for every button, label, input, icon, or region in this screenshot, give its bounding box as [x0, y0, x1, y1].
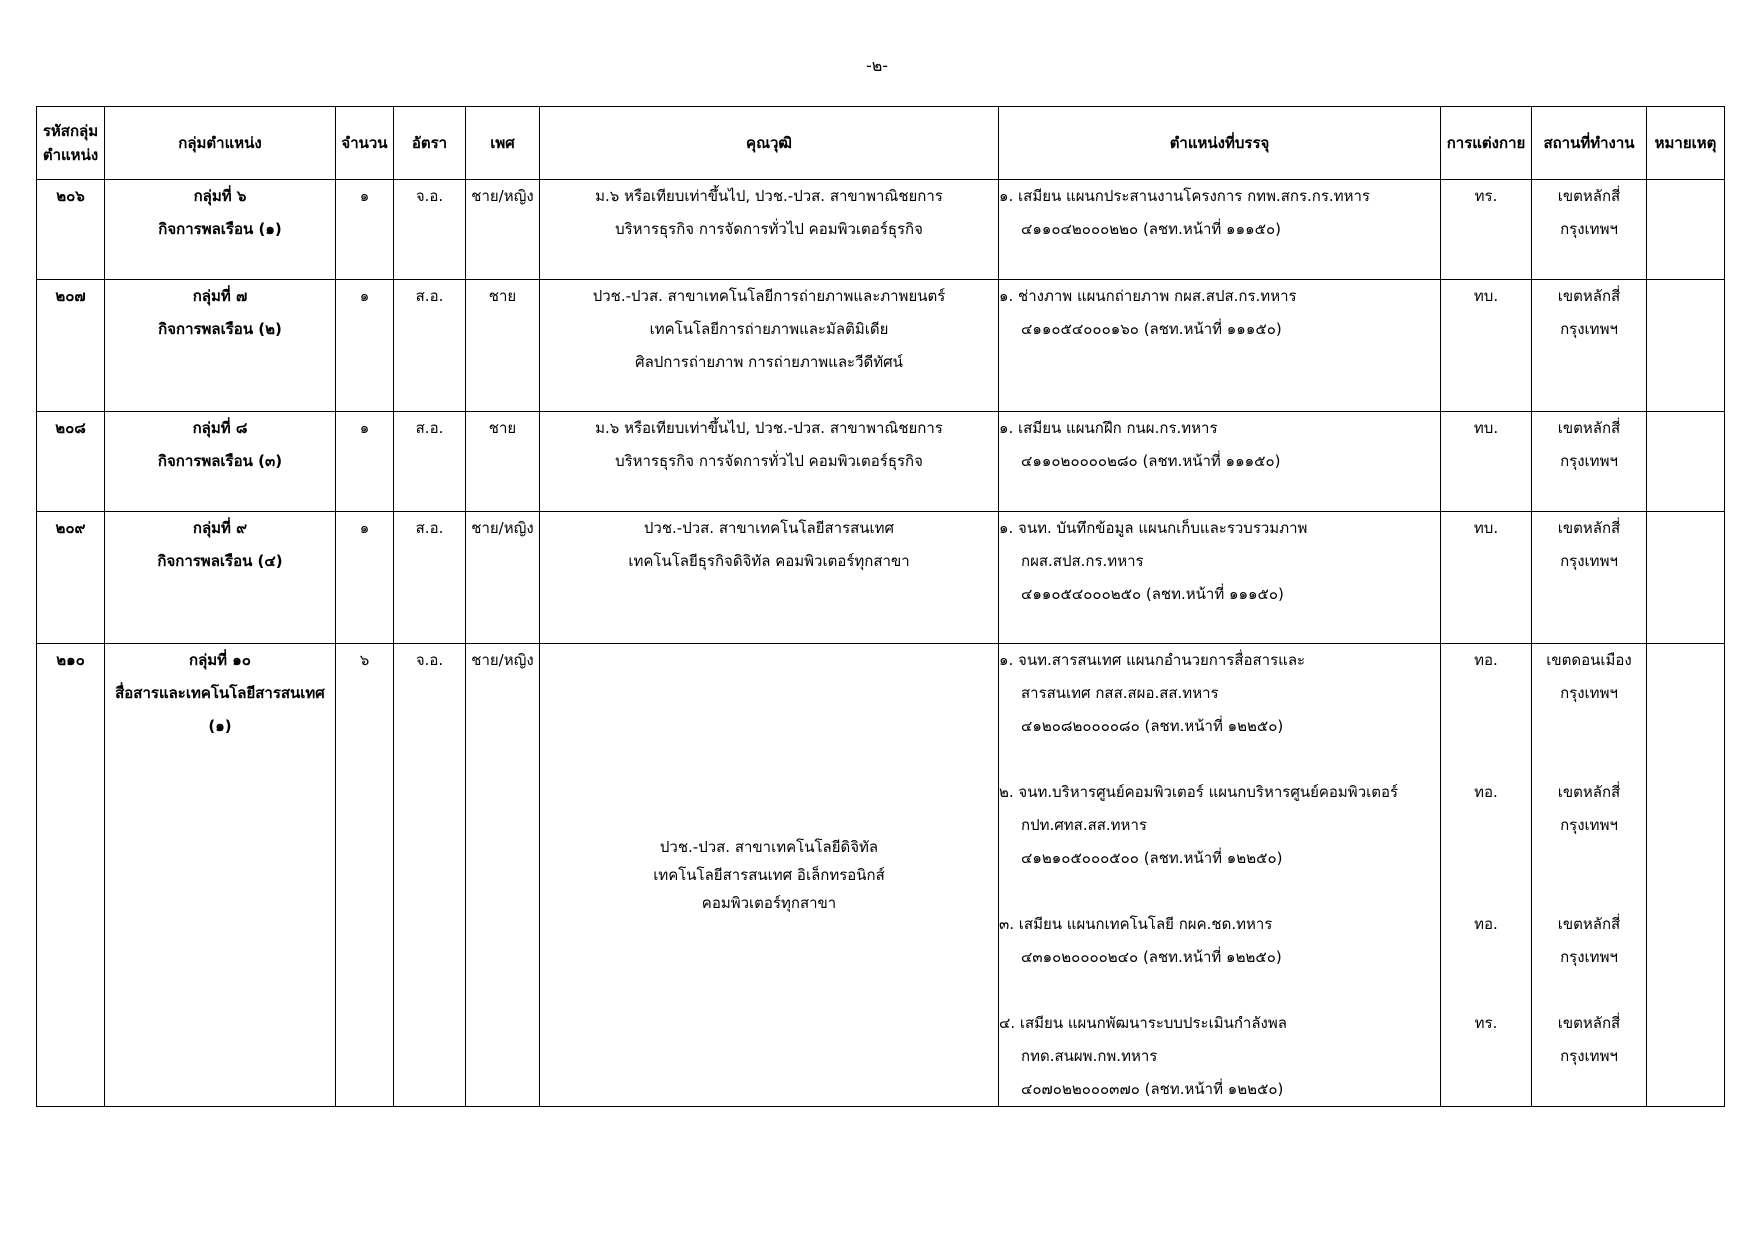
count-value: ๖: [359, 651, 370, 669]
sex-value: ชาย/หญิง: [471, 651, 534, 669]
table-row: [37, 512, 1725, 644]
count-value: ๑: [359, 419, 370, 437]
rate-value: จ.อ.: [415, 187, 444, 205]
sex-value: ชาย: [488, 287, 517, 305]
remark-cell: [1647, 280, 1725, 412]
workplace-cell: [1532, 512, 1647, 644]
group-name-cell: [105, 644, 336, 1107]
position-line: กทด.สนผพ.กพ.ทหาร: [1021, 1047, 1158, 1065]
group-code: ๒๐๘: [55, 419, 86, 437]
workplace-line: กรุงเทพฯ: [1560, 220, 1618, 238]
position-cell: [999, 180, 1441, 280]
sex-value: ชาย/หญิง: [471, 187, 534, 205]
position-line: ๔. เสมียน แผนกพัฒนาระบบประเมินกำลังพล: [999, 1014, 1287, 1032]
workplace-line: กรุงเทพฯ: [1560, 1047, 1618, 1065]
group-name-cell: [105, 512, 336, 644]
count-cell: [336, 280, 394, 412]
position-cell: [999, 644, 1441, 1107]
dress-value: ทอ.: [1474, 651, 1498, 669]
group-name-cell: [105, 180, 336, 280]
header-code: [37, 107, 105, 180]
workplace-line: กรุงเทพฯ: [1560, 552, 1618, 570]
workplace-line: กรุงเทพฯ: [1560, 452, 1618, 470]
header-dress: การแต่งกาย: [1441, 107, 1532, 180]
position-line: ๑. เสมียน แผนกประสานงานโครงการ กทพ.สกร.กร.ทหาร: [999, 187, 1370, 205]
qualification-line: ปวช.-ปวส. สาขาเทคโนโลยีดิจิทัล: [659, 838, 879, 856]
group-code-cell: [37, 180, 105, 280]
header-workplace: สถานที่ทำงาน: [1532, 107, 1647, 180]
table-row: [37, 412, 1725, 512]
qualification-line: ม.๖ หรือเทียบเท่าขึ้นไป, ปวช.-ปวส. สาขาพาณิชยการ: [595, 419, 943, 437]
group-code: ๒๐๖: [56, 187, 85, 205]
position-line: ๑. เสมียน แผนกฝึก กนผ.กร.ทหาร: [999, 419, 1218, 437]
position-line: ๑. จนท. บันทึกข้อมูล แผนกเก็บและรวบรวมภาพ: [999, 519, 1308, 537]
workplace-cell: [1532, 644, 1647, 1107]
group-code: ๒๐๙: [55, 519, 86, 537]
qualification-line: บริหารธุรกิจ การจัดการทั่วไป คอมพิวเตอร์ธุรกิจ: [615, 220, 923, 238]
qualification-cell: [540, 180, 999, 280]
qualification-cell: [540, 412, 999, 512]
workplace-line: เขตหลักสี่: [1557, 287, 1621, 305]
header-sex: เพศ: [466, 107, 540, 180]
dress-value: ทอ.: [1474, 915, 1498, 933]
position-line: ๔๑๑๐๕๔๐๐๐๑๖๐ (ลชท.หน้าที่ ๑๑๑๕๐): [1021, 320, 1282, 338]
sex-cell: [466, 180, 540, 280]
dress-cell: [1441, 280, 1532, 412]
group-name-line: กิจการพลเรือน (๓): [157, 452, 283, 470]
remark-cell: [1647, 512, 1725, 644]
position-line: ๑. ช่างภาพ แผนกถ่ายภาพ กผส.สปส.กร.ทหาร: [999, 287, 1297, 305]
qualification-line: ปวช.-ปวส. สาขาเทคโนโลยีการถ่ายภาพและภาพยนตร์: [592, 287, 946, 305]
count-value: ๑: [359, 187, 370, 205]
page-number: -๒-: [865, 56, 889, 75]
workplace-line: เขตหลักสี่: [1557, 783, 1621, 801]
recruitment-table: [36, 106, 1725, 1107]
group-code-cell: [37, 512, 105, 644]
header-count: จำนวน: [336, 107, 394, 180]
dress-value: ทบ.: [1473, 287, 1499, 305]
remark-cell: [1647, 644, 1725, 1107]
workplace-line: เขตหลักสี่: [1557, 519, 1621, 537]
position-cell: [999, 512, 1441, 644]
remark-cell: [1647, 180, 1725, 280]
qualification-line: เทคโนโลยีสารสนเทศ อิเล็กทรอนิกส์: [653, 866, 885, 884]
group-name-line: กิจการพลเรือน (๑): [158, 220, 282, 238]
count-cell: [336, 180, 394, 280]
position-line: ๔๓๑๐๒๐๐๐๐๒๔๐ (ลชท.หน้าที่ ๑๒๒๕๐): [1021, 948, 1282, 966]
group-name-line: กิจการพลเรือน (๔): [157, 552, 283, 570]
rate-value: ส.อ.: [415, 287, 444, 305]
position-line: ๔๑๒๑๐๕๐๐๐๕๐๐ (ลชท.หน้าที่ ๑๒๒๕๐): [1021, 849, 1283, 867]
position-line: ๑. จนท.สารสนเทศ แผนกอำนวยการสื่อสารและ: [999, 651, 1306, 669]
group-code-cell: [37, 412, 105, 512]
qualification-cell: [540, 644, 999, 1107]
rate-cell: [394, 412, 466, 512]
position-cell: [999, 412, 1441, 512]
workplace-cell: [1532, 280, 1647, 412]
group-code-cell: [37, 644, 105, 1107]
position-line: ๒. จนท.บริหารศูนย์คอมพิวเตอร์ แผนกบริหารศูนย์คอมพิวเตอร์: [999, 783, 1399, 801]
group-name-line: (๑): [208, 717, 232, 735]
group-name-line: สื่อสารและเทคโนโลยีสารสนเทศ: [115, 684, 325, 702]
sex-cell: [466, 644, 540, 1107]
header-row: [37, 107, 1725, 180]
dress-cell: [1441, 180, 1532, 280]
rate-value: ส.อ.: [415, 519, 444, 537]
group-name-line: กลุ่มที่ ๑๐: [189, 651, 251, 669]
count-cell: [336, 412, 394, 512]
rate-cell: [394, 180, 466, 280]
header-remark: หมายเหตุ: [1647, 107, 1725, 180]
header-position: ตำแหน่งที่บรรจุ: [999, 107, 1441, 180]
workplace-line: เขตหลักสี่: [1557, 915, 1621, 933]
group-code-cell: [37, 280, 105, 412]
workplace-cell: [1532, 180, 1647, 280]
dress-cell: [1441, 412, 1532, 512]
group-name-line: กลุ่มที่ ๗: [192, 287, 248, 305]
qualification-line: บริหารธุรกิจ การจัดการทั่วไป คอมพิวเตอร์ธุรกิจ: [615, 452, 923, 470]
position-line: ๔๐๗๐๒๒๐๐๐๓๗๐ (ลชท.หน้าที่ ๑๒๒๕๐): [1021, 1080, 1284, 1098]
qualification-line: เทคโนโลยีธุรกิจดิจิทัล คอมพิวเตอร์ทุกสาขา: [628, 552, 910, 570]
group-name-line: กิจการพลเรือน (๒): [158, 320, 282, 338]
position-line: ๔๑๒๐๘๒๐๐๐๐๘๐ (ลชท.หน้าที่ ๑๒๒๕๐): [1021, 717, 1284, 735]
workplace-line: เขตหลักสี่: [1557, 419, 1621, 437]
dress-value: ทบ.: [1473, 519, 1499, 537]
group-code: ๒๐๗: [55, 287, 86, 305]
count-value: ๑: [359, 287, 370, 305]
qualification-line: ม.๖ หรือเทียบเท่าขึ้นไป, ปวช.-ปวส. สาขาพาณิชยการ: [595, 187, 943, 205]
group-name-cell: [105, 412, 336, 512]
position-cell: [999, 280, 1441, 412]
workplace-line: กรุงเทพฯ: [1560, 816, 1618, 834]
position-line: ๔๑๑๐๕๔๐๐๐๒๕๐ (ลชท.หน้าที่ ๑๑๑๕๐): [1021, 585, 1284, 603]
dress-value: ทอ.: [1474, 783, 1498, 801]
rate-value: ส.อ.: [415, 419, 444, 437]
header-qualification: คุณวุฒิ: [540, 107, 999, 180]
workplace-line: เขตหลักสี่: [1557, 1014, 1621, 1032]
workplace-cell: [1532, 412, 1647, 512]
group-name-line: กลุ่มที่ ๖: [193, 187, 247, 205]
sex-cell: [466, 412, 540, 512]
rate-value: จ.อ.: [415, 651, 444, 669]
sex-cell: [466, 512, 540, 644]
position-line: กปท.ศทส.สส.ทหาร: [1021, 816, 1147, 834]
dress-cell: [1441, 512, 1532, 644]
group-name-line: กลุ่มที่ ๘: [192, 419, 248, 437]
workplace-line: เขตดอนเมือง: [1546, 651, 1632, 669]
position-line: ๔๑๑๐๔๒๐๐๐๒๒๐ (ลชท.หน้าที่ ๑๑๑๕๐): [1021, 220, 1281, 238]
header-code-line1: รหัสกลุ่ม: [42, 122, 99, 140]
dress-value: ทบ.: [1473, 419, 1499, 437]
workplace-line: กรุงเทพฯ: [1560, 320, 1618, 338]
qualification-line: ศิลปการถ่ายภาพ การถ่ายภาพและวีดีทัศน์: [635, 353, 903, 371]
table-row: [37, 280, 1725, 412]
group-code: ๒๑๐: [56, 651, 85, 669]
count-value: ๑: [359, 519, 370, 537]
count-cell: [336, 644, 394, 1107]
position-line: สารสนเทศ กสส.สผอ.สส.ทหาร: [1021, 684, 1219, 702]
position-line: กผส.สปส.กร.ทหาร: [1021, 552, 1144, 570]
sex-value: ชาย/หญิง: [471, 519, 534, 537]
group-name-line: กลุ่มที่ ๙: [192, 519, 248, 537]
workplace-line: เขตหลักสี่: [1557, 187, 1621, 205]
dress-value: ทร.: [1474, 1014, 1498, 1032]
qualification-line: คอมพิวเตอร์ทุกสาขา: [701, 894, 837, 912]
rate-cell: [394, 280, 466, 412]
count-cell: [336, 512, 394, 644]
qualification-line: ปวช.-ปวส. สาขาเทคโนโลยีสารสนเทศ: [643, 519, 895, 537]
dress-value: ทร.: [1474, 187, 1498, 205]
rate-cell: [394, 512, 466, 644]
position-line: ๔๑๑๐๒๐๐๐๐๒๘๐ (ลชท.หน้าที่ ๑๑๑๕๐): [1021, 452, 1281, 470]
header-rate: อัตรา: [394, 107, 466, 180]
qualification-line: เทคโนโลยีการถ่ายภาพและมัลติมิเดีย: [649, 320, 889, 338]
dress-cell: [1441, 644, 1532, 1107]
rate-cell: [394, 644, 466, 1107]
header-code-line2: ตำแหน่ง: [42, 146, 99, 164]
sex-cell: [466, 280, 540, 412]
qualification-cell: [540, 280, 999, 412]
sex-value: ชาย: [488, 419, 517, 437]
workplace-line: กรุงเทพฯ: [1560, 948, 1618, 966]
table-row: [37, 180, 1725, 280]
qualification-cell: [540, 512, 999, 644]
remark-cell: [1647, 412, 1725, 512]
group-name-cell: [105, 280, 336, 412]
table-row: [37, 644, 1725, 1107]
workplace-line: กรุงเทพฯ: [1560, 684, 1618, 702]
position-line: ๓. เสมียน แผนกเทคโนโลยี กผค.ชด.ทหาร: [999, 915, 1273, 933]
header-group: กลุ่มตำแหน่ง: [105, 107, 336, 180]
